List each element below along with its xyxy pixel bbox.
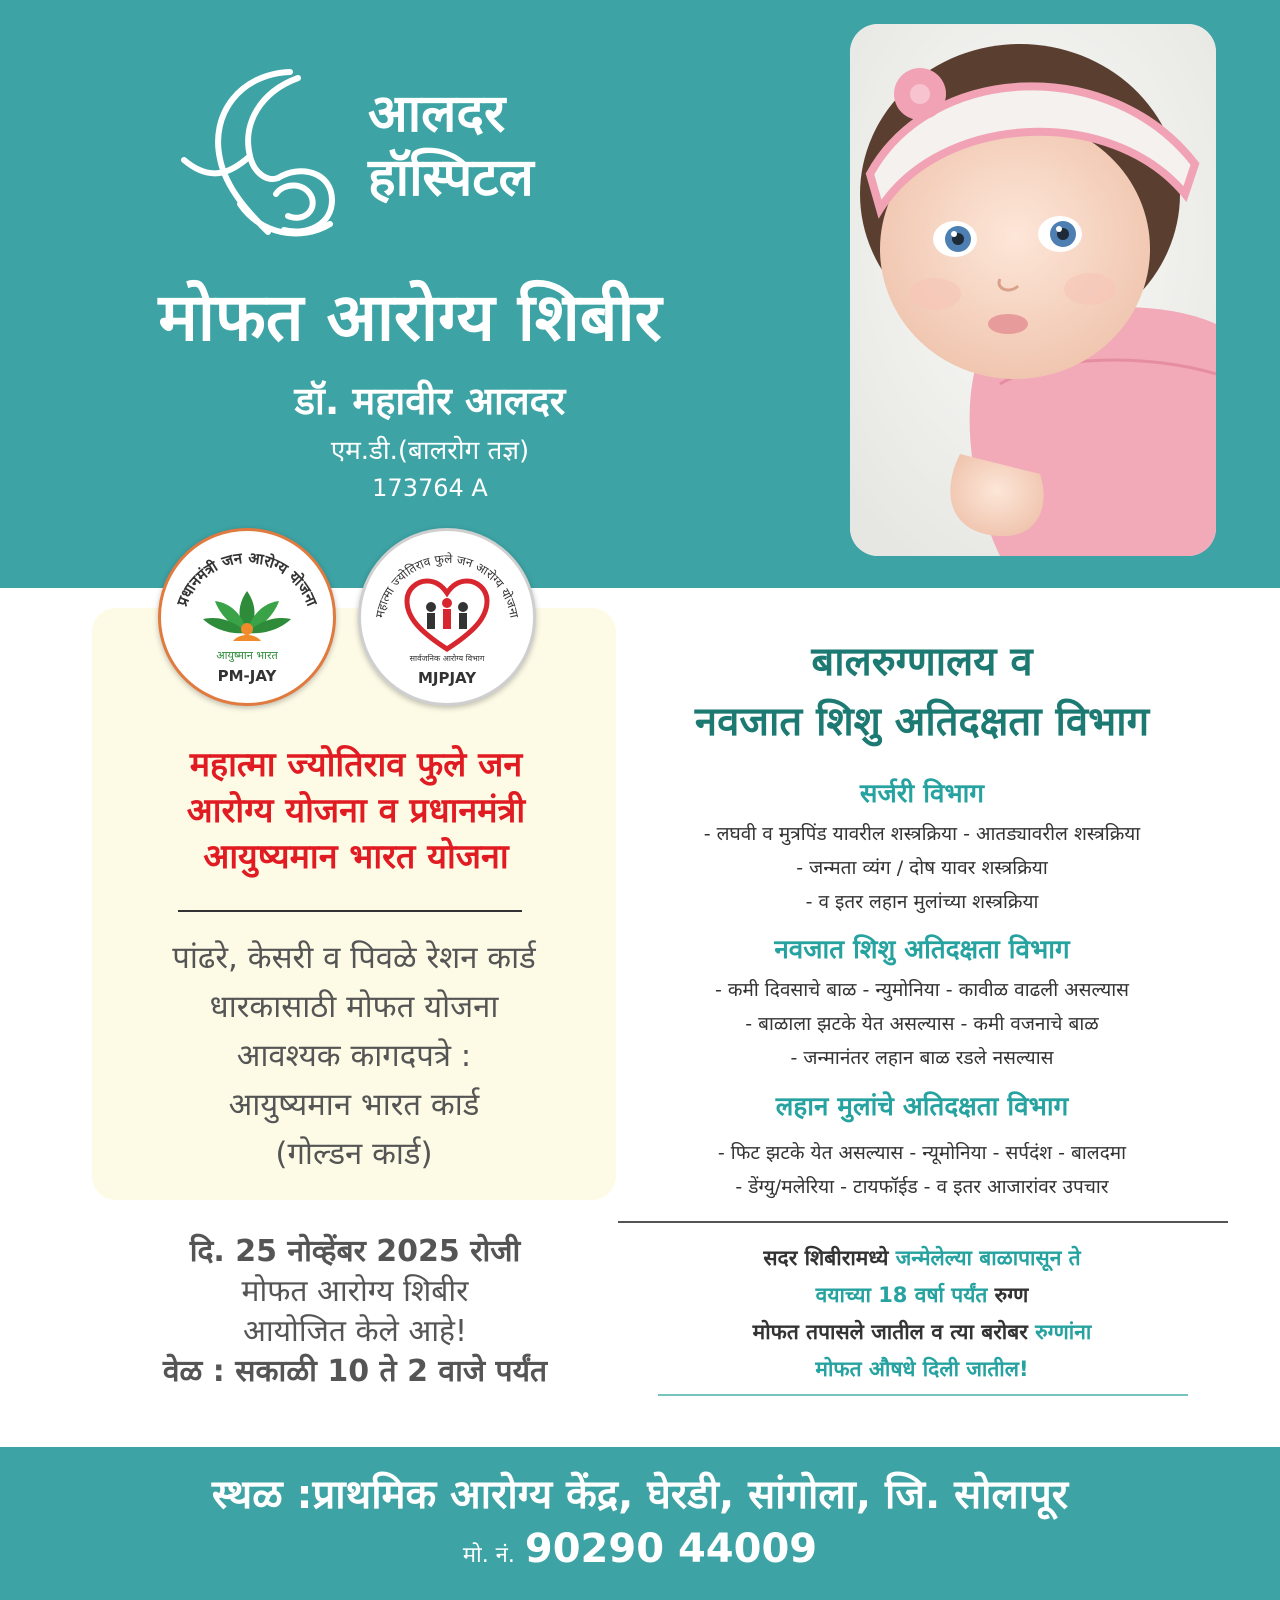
section-line: - डेंग्यु/मलेरिया - टायफॉईड - व इतर आजारांवर उपचार [735,1176,1109,1198]
note-part: रुग्ण [987,1283,1029,1307]
scheme-title [110,742,602,880]
doctor-name: डॉ. महावीर आलदर [294,379,566,423]
mjpjay-arc-text: महात्मा ज्योतिराव फुले जन आरोग्य योजना [372,551,522,620]
note-highlight: जन्मेलेल्या बाळापासून ते [895,1246,1081,1270]
mjpjay-badge [358,528,536,706]
event-details [110,1232,600,1392]
event-date: दि. 25 नोव्हेंबर 2025 रोजी [189,1234,521,1269]
scheme-title-line1: महात्मा ज्योतिराव फुले जन [189,745,523,785]
hospital-name-line2: हॉस्पिटल [368,148,534,208]
hospital-name-line1: आलदर [368,84,506,144]
event-line3: आयोजित केले आहे! [242,1314,468,1349]
scheme-text-line4: आयुष्यमान भारत कार्ड [228,1087,480,1123]
doctor-degree: एम.डी.(बालरोग तज्ञ) [330,436,530,466]
section-line: - बाळाला झटके येत असल्यास - कमी वजनाचे बाळ [745,1013,1099,1035]
section-line: - जन्मानंतर लहान बाळ रडले नसल्यास [790,1047,1054,1069]
hospital-name [368,82,534,210]
scheme-title-line3: आयुष्यमान भारत योजना [203,837,509,877]
note-part: सदर शिबीरामध्ये [763,1246,896,1270]
pmjay-code-text: PM-JAY [217,667,277,685]
departments-title-line1: बालरुग्णालय व [811,639,1033,685]
section-line: - कमी दिवसाचे बाळ - न्युमोनिया - कावीळ वाढली असल्यास [715,979,1129,1001]
departments-title-line2: नवजात शिशु अतिदक्षता विभाग [694,699,1150,745]
section-line: - जन्मता व्यंग / दोष यावर शस्त्रक्रिया [796,857,1048,879]
section-line: - व इतर लहान मुलांच्या शस्त्रक्रिया [805,891,1039,913]
scheme-text-line3: आवश्यक कागदपत्रे : [236,1038,472,1074]
section-heading-nicu: नवजात शिशु अतिदक्षता विभाग [774,935,1070,965]
mother-child-logo-icon [180,64,350,244]
pmjay-arc-text: प्रधानमंत्री जन आरोग्य योजना [173,548,321,609]
scheme-details [100,934,608,1179]
note-underline [658,1394,1188,1396]
scheme-text-line5: (गोल्डन कार्ड) [275,1136,433,1172]
pmjay-sub-text: आयुष्मान भारत [216,649,278,662]
mjpjay-sub-text: सार्वजनिक आरोग्य विभाग [409,654,485,663]
note-highlight: रुग्णांना [1035,1320,1092,1344]
section-heading-surgery: सर्जरी विभाग [859,779,985,809]
phone-label: मो. नं. [462,1543,515,1568]
event-time: वेळ : सकाळी 10 ते 2 वाजे पर्यंत [162,1354,548,1389]
scheme-text-line1: पांढरे, केसरी व पिवळे रेशन कार्ड [172,940,536,976]
note-part: मोफत तपासले जातील व त्या बरोबर [752,1320,1036,1344]
scheme-title-line2: आरोग्य योजना व प्रधानमंत्री [186,791,526,831]
phone-line [0,1524,1280,1581]
note-highlight: मोफत औषधे दिली जातील! [815,1357,1029,1381]
camp-title: मोफत आरोग्य शिबीर [158,279,662,356]
event-line2: मोफत आरोग्य शिबीर [241,1274,469,1309]
section-line: - लघवी व मुत्रपिंड यावरील शस्त्रक्रिया - आतड्यावरील शस्त्रक्रिया [703,823,1141,845]
lotus-icon [203,591,291,641]
phone-number[interactable]: 90290 44009 [524,1526,818,1572]
departments-title [612,632,1232,752]
mjpjay-code-text: MJPJAY [417,669,477,687]
baby-illustration [850,24,1216,556]
baby-photo [850,24,1216,556]
card-divider [178,910,522,912]
section-divider [618,1221,1228,1223]
venue-text: स्थळ :प्राथमिक आरोग्य केंद्र, घेरडी, सांगोला, जि. सोलापूर [211,1472,1069,1518]
section-line: - फिट झटके येत असल्यास - न्यूमोनिया - सर्पदंश - बालदमा [717,1142,1127,1164]
scheme-text-line2: धारकासाठी मोफत योजना [209,989,499,1025]
note-highlight: वयाच्या 18 वर्षा पर्यंत [815,1283,988,1307]
heart-family-icon [407,581,487,649]
pmjay-badge [158,528,336,706]
doctor-registration: 173764 A [372,474,488,502]
section-heading-picu: लहान मुलांचे अतिदक्षता विभाग [775,1092,1069,1122]
camp-note [612,1240,1232,1388]
